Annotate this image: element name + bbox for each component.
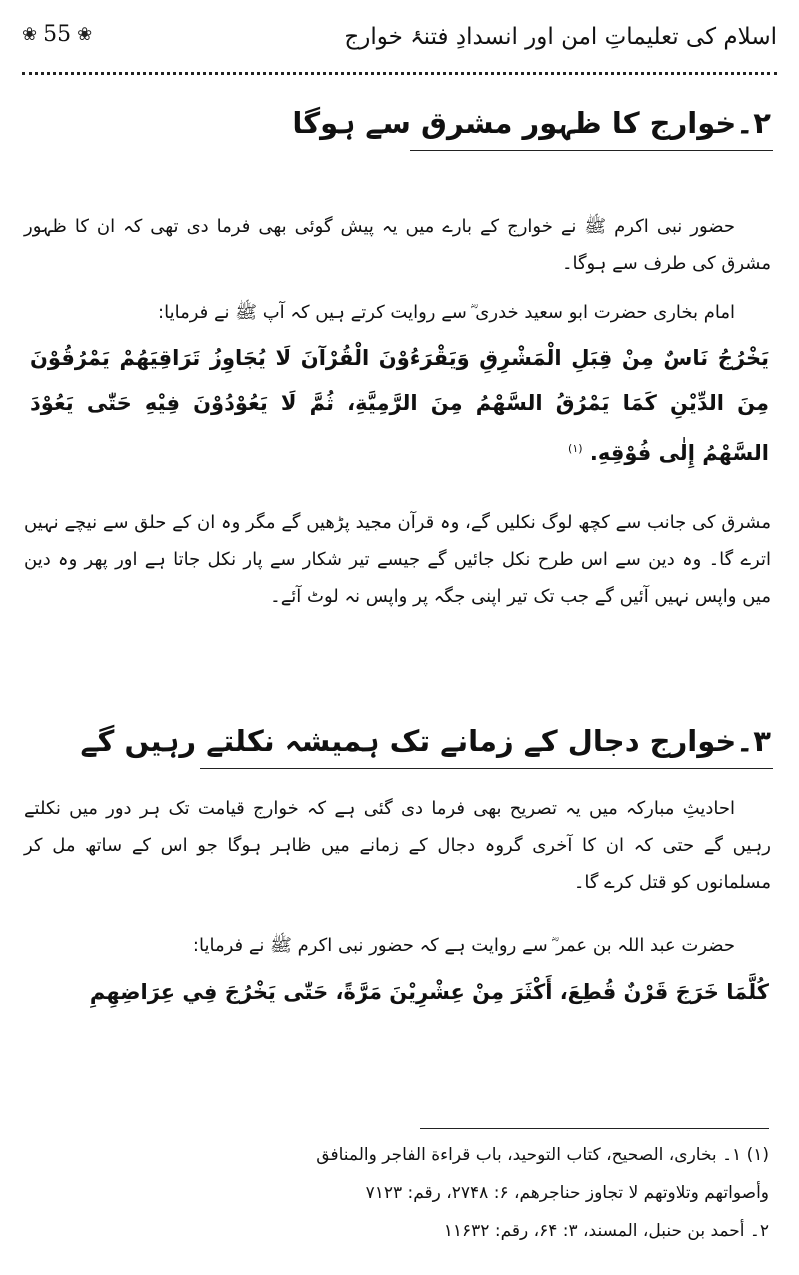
footnote-line-1: (۱) ۱۔ بخاری، الصحيح، كتاب التوحيد، باب قراءة الفاجر والمنافق xyxy=(316,1145,769,1165)
footnote-line-3: ۲۔ أحمد بن حنبل، المسند، ۳: ۶۴، رقم: ۱۱۶۳۲ xyxy=(443,1221,769,1241)
section-3-heading: ۳۔خوارج دجال کے زمانے تک ہمیشہ نکلتے رہیں گے xyxy=(80,724,771,758)
section-2-paragraph-1: حضور نبی اکرم ﷺ نے خوارج کے بارے میں یہ پیش گوئی بھی فرما دی تھی کہ ان کا ظہور مشرق کی طرف سے ہوگا۔ xyxy=(24,216,771,274)
header-divider xyxy=(22,72,777,75)
section-3-paragraph-1: احادیثِ مبارکہ میں یہ تصریح بھی فرما دی گئی ہے کہ خوارج قیامت تک ہر دور میں نکلتے رہیں گے حتی کہ ان کا آخری گروہ دجال کے زمانے میں ظاہر ہوگا جو اس کے ساتھ مل کر مسلمانوں کو قتل کرے گا۔ xyxy=(24,798,771,893)
hadith-arabic-2: كُلَّمَا خَرَجَ قَرْنٌ قُطِعَ، أَكْثَرَ مِنْ عِشْرِيْنَ مَرَّةً، حَتّٰى يَخْرُجَ فِي عِرَاضِهِمِ xyxy=(89,980,769,1004)
running-title: اسلام کی تعلیماتِ امن اور انسدادِ فتنۂ خوارج xyxy=(344,24,777,50)
hadith-arabic-1-text: يَخْرُجُ نَاسٌ مِنْ قِبَلِ الْمَشْرِقِ وَيَقْرَءُوْنَ الْقُرْآنَ لَا يُجَاوِزُ تَرَاقِيَهُمْ يَمْرُقُوْنَ مِنَ الدِّيْنِ كَمَا يَمْرُقُ السَّهْمُ مِنَ الرَّمِيَّةِ، ثُمَّ لَا يَعُوْدُوْنَ فِيْهِ حَتّٰى يَعُوْدَ السَّهْمُ إِلٰى فُوْقِهِ. xyxy=(30,346,769,465)
hadith-arabic-1 xyxy=(30,336,769,476)
footnote-line-2: وأصواتهم وتلاوتهم لا تجاوز حناجرهم، ۶: ۲۷۴۸، رقم: ۷۱۲۳ xyxy=(365,1183,769,1203)
footnote-marker: (۱) xyxy=(568,442,583,455)
page-number-box xyxy=(22,22,92,47)
footnote-divider xyxy=(420,1128,769,1129)
section-3-heading-rule xyxy=(200,768,773,769)
page-number: 55 xyxy=(43,22,72,47)
section-2-heading-rule xyxy=(410,150,773,151)
section-2-paragraph-2: امام بخاری حضرت ابو سعید خدری ؓ سے روایت کرتے ہیں کہ آپ ﷺ نے فرمایا: xyxy=(158,302,735,323)
ornament-right-icon: ❀ xyxy=(77,24,93,45)
section-2-translation: مشرق کی جانب سے کچھ لوگ نکلیں گے، وہ قرآن مجید پڑھیں گے مگر وہ ان کے حلق سے نیچے نہیں اترے گا۔ وہ دین سے اس طرح نکل جائیں گے جیسے تیر شکار سے پار نکل جاتا ہے اور پھر وہ دین میں واپس نہیں آئیں گے جب تک تیر اپنی جگہ پر واپس نہ لوٹ آئے۔ xyxy=(24,512,771,607)
footnotes xyxy=(30,1136,769,1250)
section-3-paragraph-2: حضرت عبد اللہ بن عمر ؓ سے روایت ہے کہ حضور نبی اکرم ﷺ نے فرمایا: xyxy=(192,935,735,956)
ornament-left-icon: ❀ xyxy=(22,24,38,45)
page-header xyxy=(22,18,777,66)
section-2-heading: ۲۔خوارج کا ظہور مشرق سے ہوگا xyxy=(292,106,771,140)
